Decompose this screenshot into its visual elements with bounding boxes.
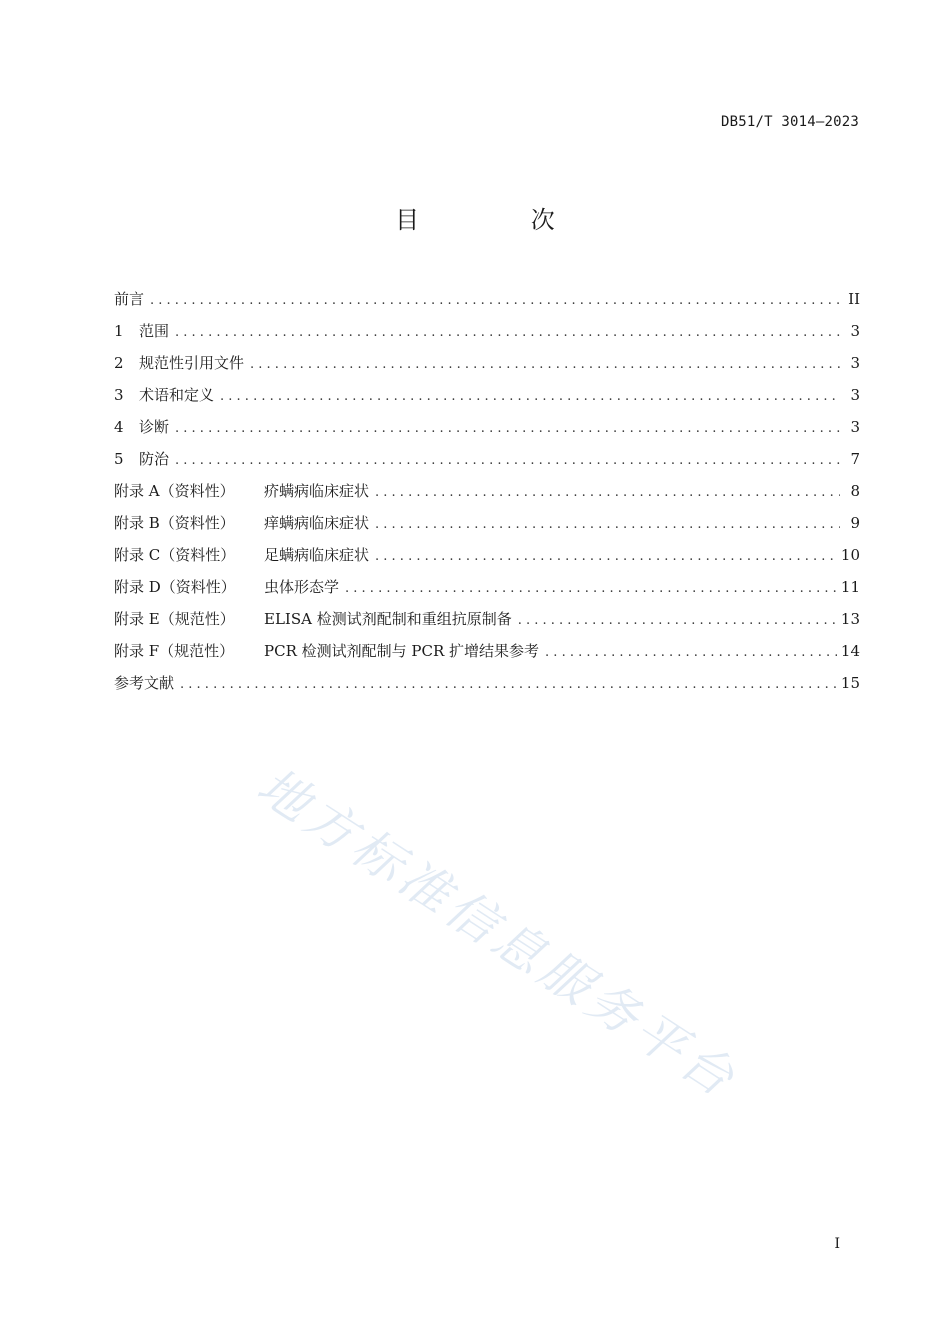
page-number: I (834, 1236, 840, 1252)
toc-leader-dots (545, 640, 837, 666)
toc-entry-label (114, 574, 339, 600)
toc-leader-dots (220, 384, 840, 410)
toc-entry[interactable] (114, 606, 860, 638)
toc-leader-dots (518, 608, 837, 634)
toc-entry-page: 8 (850, 482, 860, 500)
toc-entry-label (114, 286, 144, 312)
toc-entry-number: 3 (114, 386, 124, 404)
toc-entry-label (114, 350, 244, 376)
toc-entry-label (114, 414, 169, 440)
toc-entry-appendix-prefix: 附录 E（规范性） (114, 610, 235, 628)
toc-entry-appendix-prefix: 附录 B（资料性） (114, 514, 235, 532)
toc-entry-label (114, 318, 169, 344)
document-id: DB51/T 3014—2023 (720, 114, 859, 130)
toc-leader-dots (175, 416, 840, 442)
toc-entry-appendix-prefix: 附录 F（规范性） (114, 642, 235, 660)
toc-entry[interactable] (114, 446, 860, 478)
toc-entry[interactable] (114, 638, 860, 670)
toc-entry[interactable] (114, 318, 860, 350)
toc-entry-appendix-prefix: 附录 A（资料性） (114, 482, 235, 500)
toc-entry[interactable] (114, 478, 860, 510)
toc-leader-dots (345, 576, 837, 602)
toc-entry-label (114, 478, 369, 504)
toc-entry-title: 范围 (139, 322, 170, 340)
toc-entry[interactable] (114, 382, 860, 414)
toc-leader-dots (375, 512, 840, 538)
toc-entry-title: 痒螨病临床症状 (264, 514, 370, 532)
toc-entry[interactable] (114, 286, 860, 318)
toc-entry-page: 3 (850, 354, 860, 372)
toc-entry-page: 3 (850, 386, 860, 404)
toc-entry[interactable] (114, 542, 860, 574)
toc-entry[interactable] (114, 574, 860, 606)
toc-entry-title: 参考文献 (114, 674, 175, 692)
toc-entry-title: PCR 检测试剂配制与 PCR 扩增结果参考 (264, 642, 540, 660)
toc-entry[interactable] (114, 414, 860, 446)
toc-entry-title: 防治 (139, 450, 170, 468)
toc-entry-label (114, 510, 369, 536)
toc-leader-dots (375, 480, 840, 506)
toc-entry-title: 虫体形态学 (264, 578, 340, 596)
toc-entry-label (114, 638, 539, 664)
toc-entry-title: 规范性引用文件 (139, 354, 245, 372)
toc-entry-label (114, 446, 169, 472)
toc-entry-page: 3 (850, 418, 860, 436)
toc-entry-page: 14 (840, 642, 860, 660)
toc-entry-title: 前言 (114, 290, 145, 308)
toc-entry[interactable] (114, 510, 860, 542)
toc-entry-title: 诊断 (139, 418, 170, 436)
page-title: 目 次 (395, 206, 607, 234)
toc-entry[interactable] (114, 350, 860, 382)
toc-entry-label (114, 542, 369, 568)
toc-entry-page: 15 (840, 674, 860, 692)
table-of-contents (114, 286, 860, 702)
toc-entry-label (114, 382, 214, 408)
toc-entry-label (114, 670, 174, 696)
toc-entry-label (114, 606, 512, 632)
toc-entry-title: 疥螨病临床症状 (264, 482, 370, 500)
watermark: 地方标准信息服务平台 (247, 756, 749, 1111)
toc-entry-title: 术语和定义 (139, 386, 215, 404)
toc-entry-page: 13 (840, 610, 860, 628)
toc-leader-dots (175, 448, 840, 474)
toc-entry-page: 10 (840, 546, 860, 564)
toc-leader-dots (150, 288, 840, 314)
toc-entry-page: II (848, 290, 860, 308)
toc-leader-dots (175, 320, 840, 346)
toc-entry-page: 9 (850, 514, 860, 532)
toc-entry-page: 11 (840, 578, 860, 596)
toc-entry[interactable] (114, 670, 860, 702)
toc-entry-page: 7 (850, 450, 860, 468)
toc-entry-number: 1 (114, 322, 124, 340)
toc-leader-dots (375, 544, 837, 570)
toc-entry-title: 足螨病临床症状 (264, 546, 370, 564)
toc-entry-number: 5 (114, 450, 124, 468)
toc-leader-dots (250, 352, 840, 378)
toc-entry-number: 4 (114, 418, 124, 436)
toc-leader-dots (180, 672, 837, 698)
toc-entry-appendix-prefix: 附录 C（资料性） (114, 546, 236, 564)
toc-entry-title: ELISA 检测试剂配制和重组抗原制备 (264, 610, 512, 628)
toc-entry-number: 2 (114, 354, 124, 372)
toc-entry-page: 3 (850, 322, 860, 340)
toc-entry-appendix-prefix: 附录 D（资料性） (114, 578, 236, 596)
